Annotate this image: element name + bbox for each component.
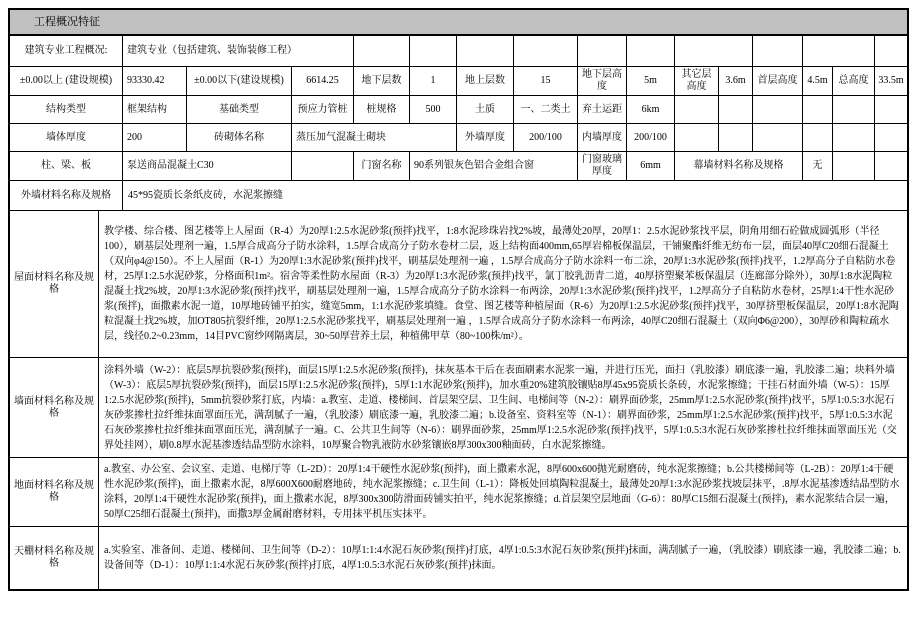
scale-below-label: ±0.00以下(建设规模) [187, 67, 292, 95]
empty-cell [753, 96, 803, 123]
empty-cell [875, 96, 907, 123]
wall-row [10, 124, 907, 152]
ceiling-material-row [10, 527, 907, 589]
soil-label: 土质 [457, 96, 514, 123]
curtain-wall-label: 幕墙材料名称及规格 [675, 152, 803, 180]
masonry-label: 砖砌体名称 [187, 124, 292, 151]
scale-row [10, 67, 907, 96]
empty-cell [675, 36, 753, 66]
ext-wall-thickness-label: 外墙厚度 [457, 124, 514, 151]
pile-spec-label: 桩规格 [354, 96, 410, 123]
empty-cell [457, 36, 514, 66]
haul-distance-value: 6km [627, 96, 675, 123]
above-floors-label: 地上层数 [457, 67, 514, 95]
ext-wall-material-row [10, 181, 907, 211]
column-beam-slab-label: 柱、梁、板 [10, 152, 123, 180]
empty-cell [875, 152, 907, 180]
structure-row [10, 96, 907, 124]
above-floors-value: 15 [514, 67, 578, 95]
first-height-label: 首层高度 [753, 67, 803, 95]
roof-material-row [10, 211, 907, 358]
roof-material-label: 屋面材料名称及规格 [10, 211, 99, 357]
wall-surface-material-text: 涂料外墙（W-2）：底层5厚抗裂砂浆(预拌)，面层15厚1:2.5水泥砂浆(预拌)，抹灰基本干后在表面刷素水泥浆一遍，并进行压光，面扫（乳胶漆）刷底漆一遍，乳胶漆二遍；块料外墙（W-3）：底层5厚抗裂砂浆(预拌)，面层15厚1:2.5水泥砂浆(预拌)，5厚1:1水泥砂浆(预拌)，加水重20%建筑胶镶贴8厚45x95瓷质长条砖，水泥浆擦缝；干挂石材面外墙（W-5）：15厚1:2.5水泥砂浆(预拌)，5mm抗裂砂浆打底，内墙：a.教室、走道、楼梯间、首层架空层、卫生间、电梯间等（N-2）：刷界面砂浆，25mm厚1:2.5水泥砂浆(预拌)找平，5厚1:0.5:3水泥石灰砂浆掺杜拉纤维抹面罩面压光，满刮腻子一遍，（乳胶漆）刷底漆一遍，乳胶漆二遍；b.设备室、资料室等（N-1）：刷界面砂浆，25mm厚1:2.5水泥砂浆(预拌)找平，5厚1:0.5:3水泥石灰砂浆掺杜拉纤维抹面罩面压光，满刮腻子一遍。C、公共卫生间等（N-6）：刷界面砂浆，25mm厚1:2.5水泥砂浆(预拌)找平，5厚1:0.5:3水泥石灰砂浆掺杜拉纤维抹面罩面压光（交界处挂网），刷0.8厚水泥基渗透结晶型防水涂料，10厚聚合物乳液防水砂浆镶嵌8厚300x300釉面砖，白水泥浆擦缝。 [104, 364, 897, 451]
soil-value: 一、二类土 [514, 96, 578, 123]
basement-floors-label: 地下层数 [354, 67, 410, 95]
empty-cell [803, 96, 833, 123]
window-name-value: 90系列银灰色铝合金组合窗 [410, 152, 578, 180]
scale-above-value: 93330.42 [123, 67, 187, 95]
empty-cell [833, 96, 875, 123]
empty-cell [675, 96, 719, 123]
empty-cell [292, 152, 354, 180]
floor-material-label: 地面材料名称及规格 [10, 458, 99, 526]
empty-cell [753, 124, 803, 151]
overview-row [10, 36, 907, 67]
int-wall-thickness-value: 200/100 [627, 124, 675, 151]
glass-thickness-label: 门窗玻璃厚度 [578, 152, 627, 180]
empty-cell [833, 152, 875, 180]
empty-cell [803, 124, 833, 151]
empty-cell [719, 96, 753, 123]
empty-cell [719, 124, 753, 151]
first-height-value: 4.5m [803, 67, 833, 95]
ext-wall-material-text: 45*95瓷质长条纸皮砖，水泥浆擦缝 [128, 190, 283, 201]
wall-thickness-value: 200 [123, 124, 187, 151]
wall-thickness-label: 墙体厚度 [10, 124, 123, 151]
page-title: 工程概况特征 [34, 16, 100, 28]
overview-label: 建筑专业工程概况: [10, 36, 123, 66]
empty-cell [753, 36, 803, 66]
curtain-wall-value: 无 [803, 152, 833, 180]
foundation-label: 基础类型 [187, 96, 292, 123]
ceiling-material-label: 天棚材料名称及规格 [10, 527, 99, 589]
basement-height-value: 5m [627, 67, 675, 95]
empty-cell [410, 36, 457, 66]
empty-cell [354, 36, 410, 66]
scale-below-value: 6614.25 [292, 67, 354, 95]
empty-cell [803, 36, 875, 66]
column-beam-slab-value: 泵送商品混凝土C30 [123, 152, 292, 180]
ceiling-material-text: a.实验室、准备间、走道、楼梯间、卫生间等（D-2）：10厚1:1:4水泥石灰砂浆(预拌)打底，4厚1:0.5:3水泥石灰砂浆(预拌)抹面，满刮腻子一遍，（乳胶漆）刷底漆一遍，乳胶漆二遍；b.设备间等（D-1）：10厚1:1:4水泥石灰砂浆(预拌)打底，4厚1:0.5:3水泥石灰砂浆(预拌)抹面。 [104, 545, 901, 571]
floor-material-text: a.教室、办公室、会议室、走道、电梯厅等（L-2D）：20厚1:4干硬性水泥砂浆(预拌)，面上撒素水泥，8厚600x600抛光耐磨砖，纯水泥浆擦缝；b.公共楼梯间等（L-2B）：20厚1:4干硬性水泥砂浆(预拌)，面上撒素水泥，8厚600X600耐磨地砖，纯水泥浆擦缝；c.卫生间（L-1）：降板处回填陶粒混凝土，最薄处20厚1:3水泥砂浆找坡层抹平，.8厚水泥基渗透结晶型防水涂料，20厚1:4干硬性水泥砂浆(预拌)，面上撒素水泥，8厚300x300防滑面砖铺实拍平，纯水泥浆擦缝；d.首层架空层地面（G-6）：80厚C15细石混凝土(预拌)，素水泥浆结合层一遍，50厚C25细石混凝土(预拌)，面撒3厚金属耐磨材料，专用抹平机压实抹平。 [104, 464, 900, 520]
ext-wall-thickness-value: 200/100 [514, 124, 578, 151]
total-height-label: 总高度 [833, 67, 875, 95]
other-height-label: 其它层高度 [675, 67, 719, 95]
total-height-value: 33.5m [878, 75, 904, 86]
table-title-row [10, 10, 907, 36]
glass-thickness-value: 6mm [627, 152, 675, 180]
concrete-window-row [10, 152, 907, 181]
empty-cell [627, 36, 675, 66]
empty-cell [675, 124, 719, 151]
wall-surface-material-row [10, 358, 907, 458]
pile-spec-value: 500 [410, 96, 457, 123]
empty-cell [875, 36, 907, 66]
empty-cell [875, 124, 907, 151]
wall-surface-material-label: 墙面材料名称及规格 [10, 358, 99, 457]
ext-wall-material-label: 外墙材料名称及规格 [10, 181, 123, 210]
structure-type-label: 结构类型 [10, 96, 123, 123]
project-overview-table [8, 8, 909, 591]
basement-floors-value: 1 [410, 67, 457, 95]
structure-type-value: 框架结构 [123, 96, 187, 123]
haul-distance-label: 弃土运距 [578, 96, 627, 123]
int-wall-thickness-label: 内墙厚度 [578, 124, 627, 151]
other-height-value: 3.6m [719, 67, 753, 95]
empty-cell [833, 124, 875, 151]
foundation-value: 预应力管桩 [292, 96, 354, 123]
masonry-value: 蒸压加气混凝土砌块 [292, 124, 457, 151]
overview-value: 建筑专业（包括建筑、装饰装修工程） [123, 36, 354, 66]
empty-cell [578, 36, 627, 66]
roof-material-text: 教学楼、综合楼、图艺楼等上人屋面（R-4）为20厚1:2.5水泥砂浆(预拌)找平，1:8水泥珍珠岩找2%坡，最薄处20厚，20厚1：2.5水泥砂浆找平层，阴角用细石砼做成圆弧形（半径100），刷基层处理剂一遍，1.5厚合成高分子防水涂料，1.5厚合成高分子防水卷材二层，返上结构面400mm,65厚岩棉板保温层，干铺聚酯纤维无纺布一层，面层40厚C20细石混凝土（双向φ4@150）。不上人屋面（R-1）为20厚1:3水泥砂浆(预拌)找平，刷基层处理剂一遍 ，1.5厚合成高分子防水涂料一布二涂，20厚1:3水泥砂浆(预拌)找平，1.2厚高分子自粘防水卷材，25厚1:2.5水泥砂浆，分格面积1m²。宿舍等柔性防水屋面（R-3）为20厚1:3水泥砂浆(预拌)找平，氯丁胶乳沥青二道，40厚挤塑聚苯板保温层（连廊部分除外），30厚1:8水泥陶粒混凝土找2%坡，20厚1:3水泥砂浆(预拌)找平，刷基层处理剂一遍，1.5厚合成高分子防水涂料一布两涂，20厚1:3水泥砂浆(预拌)找平，1.2厚高分子自粘防水卷材，25厚1:4干性水泥砂浆(预拌)，面撒素水泥一道，10厚地砖铺平拍实，缝宽5mm，1:1水泥砂浆填缝。食堂、图艺楼等种植屋面（R-6）为20厚1:2.5水泥砂浆(预拌)找平，30厚挤塑板保温层，20厚1:8水泥陶粒混凝土找2%坡，加OT805抗裂纤维，20厚1:2.5水泥砂浆找平，刷基层处理剂一遍 ，1.5厚合成高分子防水涂料一布两涂，40厚C20细石混凝土（双向Φ6@200），30厚砂和陶粒疏水层，线径0.2~0.23mm，14目PVC窗纱网隔离层，30~50厚营养土层，种植佛甲草（80~100株/m²）。 [104, 226, 899, 342]
scale-above-label: ±0.00以上 (建设规模) [10, 67, 123, 95]
empty-cell [514, 36, 578, 66]
window-name-label: 门窗名称 [354, 152, 410, 180]
floor-material-row [10, 458, 907, 527]
basement-height-label: 地下层高度 [578, 67, 627, 95]
